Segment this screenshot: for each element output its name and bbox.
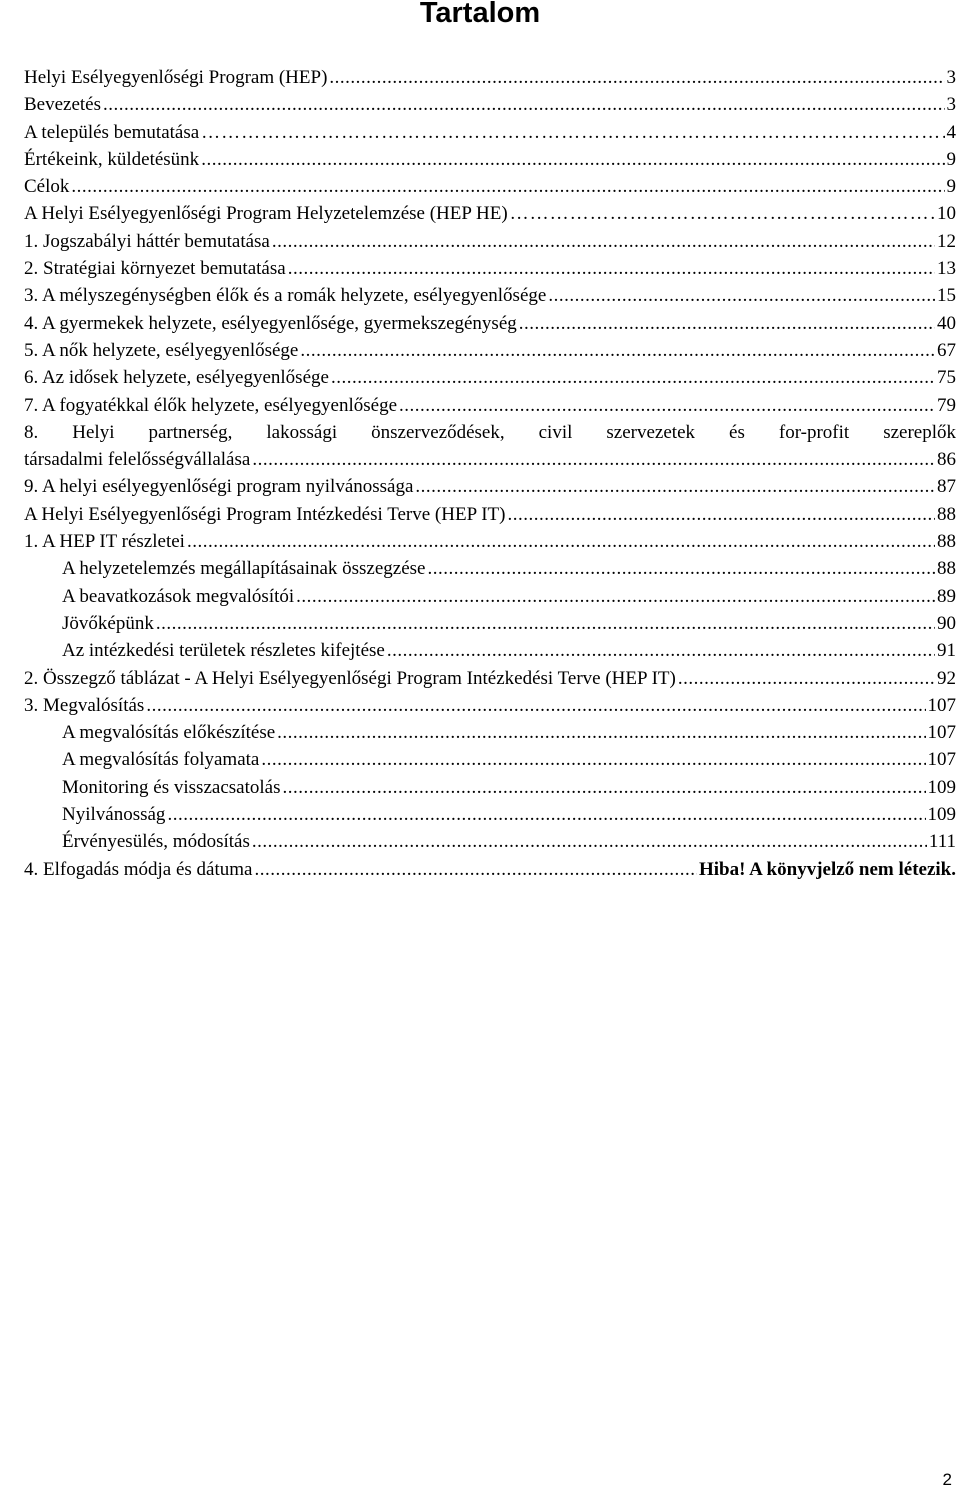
toc-leader-dots xyxy=(167,801,925,828)
toc-entry-label: Jövőképünk xyxy=(62,612,154,634)
toc-entry-label: Bevezetés xyxy=(24,94,102,116)
toc-entry-label: A település bemutatása xyxy=(24,121,200,143)
toc-leader-dots xyxy=(548,282,935,309)
toc-entry-label: 2. Stratégiai környezet bemutatása xyxy=(24,258,286,280)
toc-leader-dots xyxy=(146,692,925,719)
toc-entry[interactable] xyxy=(24,255,956,282)
toc-entry[interactable] xyxy=(24,719,956,746)
toc-entry-label: A helyzetelemzés megállapításainak összegzése xyxy=(62,558,426,580)
toc-entry-page: 111 xyxy=(928,831,956,853)
toc-entry-page: 107 xyxy=(927,694,956,716)
toc-leader-dots xyxy=(331,364,935,391)
toc-leader-dots xyxy=(329,64,944,91)
toc-leader-dots xyxy=(187,528,935,555)
toc-entry[interactable] xyxy=(24,610,956,637)
toc-entry[interactable] xyxy=(24,337,956,364)
toc-entry-label: 2. Összegző táblázat - A Helyi Esélyegyenlőségi Program Intézkedési Terve (HEP IT) xyxy=(24,667,676,689)
toc-leader-dots xyxy=(282,774,925,801)
toc-leader-dots xyxy=(387,637,935,664)
toc-entry[interactable] xyxy=(24,473,956,500)
toc-leader-dots xyxy=(507,501,935,528)
toc-entry-page: 9 xyxy=(946,176,956,198)
toc-entry[interactable] xyxy=(24,419,956,474)
toc-entry-page: 40 xyxy=(937,312,956,334)
toc-entry[interactable] xyxy=(24,228,956,255)
toc-entry[interactable] xyxy=(24,856,956,883)
toc-entry-label: Az intézkedési területek részletes kifejtése xyxy=(62,640,385,662)
toc-entry-label: 1. Jogszabályi háttér bemutatása xyxy=(24,230,270,252)
toc-entry-label-line1: 8. Helyi partnerség, lakossági önszerveződések, civil szervezetek és for-profit szereplők xyxy=(24,421,956,443)
toc-entry-page: 4 xyxy=(946,121,956,143)
toc-entry-page: 9 xyxy=(946,148,956,170)
toc-leader-dots xyxy=(71,173,944,200)
toc-entry-page: 10 xyxy=(937,203,956,225)
toc-entry-label: Monitoring és visszacsatolás xyxy=(62,776,281,798)
toc-entry-page: 107 xyxy=(927,749,956,771)
toc-entry-page: 86 xyxy=(937,449,956,471)
toc-entry-label: társadalmi felelősségvállalása xyxy=(24,449,251,471)
toc-entry-label: A beavatkozások megvalósítói xyxy=(62,585,295,607)
toc-entry-label: Értékeink, küldetésünk xyxy=(24,148,200,170)
toc-entry[interactable] xyxy=(24,692,956,719)
toc-entry[interactable] xyxy=(24,828,956,855)
toc-entry-label: 3. Megvalósítás xyxy=(24,694,145,716)
toc-entry[interactable] xyxy=(24,528,956,555)
table-of-contents xyxy=(24,64,956,883)
toc-leader-dots xyxy=(415,473,935,500)
toc-entry-page: 109 xyxy=(927,804,956,826)
toc-entry-label: Helyi Esélyegyenlőségi Program (HEP) xyxy=(24,67,328,88)
toc-entry[interactable] xyxy=(24,501,956,528)
toc-leader-dots xyxy=(510,200,935,227)
toc-leader-dots xyxy=(156,610,935,637)
toc-entry-page: 91 xyxy=(937,640,956,662)
toc-leader-dots xyxy=(252,828,927,855)
toc-entry[interactable] xyxy=(24,746,956,773)
toc-entry-label: Nyilvánosság xyxy=(62,804,166,826)
toc-entry[interactable] xyxy=(24,665,956,692)
toc-entry[interactable] xyxy=(24,64,956,91)
toc-entry[interactable] xyxy=(24,583,956,610)
toc-entry-label: 1. A HEP IT részletei xyxy=(24,531,185,553)
toc-entry-label: A Helyi Esélyegyenlőségi Program Intézkedési Terve (HEP IT) xyxy=(24,503,506,525)
toc-leader-dots xyxy=(296,583,935,610)
toc-leader-dots xyxy=(261,746,925,773)
toc-entry-page: 3 xyxy=(946,67,956,88)
toc-leader-dots xyxy=(288,255,935,282)
toc-entry[interactable] xyxy=(24,146,956,173)
toc-entry[interactable] xyxy=(24,774,956,801)
toc-entry-label: 4. A gyermekek helyzete, esélyegyenlősége, gyermekszegénység xyxy=(24,312,517,334)
toc-leader-dots xyxy=(201,146,944,173)
toc-entry-label: A megvalósítás folyamata xyxy=(62,749,260,771)
toc-entry-page: 3 xyxy=(946,94,956,116)
toc-entry[interactable] xyxy=(24,200,956,227)
toc-leader-dots xyxy=(272,228,935,255)
toc-entry-page: 12 xyxy=(937,230,956,252)
toc-entry[interactable] xyxy=(24,282,956,309)
toc-entry-label: 9. A helyi esélyegyenlőségi program nyilvánossága xyxy=(24,476,414,498)
toc-entry[interactable] xyxy=(24,637,956,664)
page-number: 2 xyxy=(942,1470,952,1489)
toc-leader-dots xyxy=(201,119,944,146)
toc-entry[interactable] xyxy=(24,310,956,337)
toc-leader-dots xyxy=(519,310,935,337)
toc-leader-dots xyxy=(103,91,944,118)
toc-entry-label: 3. A mélyszegénységben élők és a romák helyzete, esélyegyenlősége xyxy=(24,285,547,307)
toc-entry-page: 87 xyxy=(937,476,956,498)
toc-entry-label: Érvényesülés, módosítás xyxy=(62,831,250,853)
toc-entry-page: 79 xyxy=(937,394,956,416)
toc-entry-label: Célok xyxy=(24,176,70,198)
toc-entry-page: 107 xyxy=(927,722,956,744)
toc-entry-page: 67 xyxy=(937,339,956,361)
toc-entry-label: 4. Elfogadás módja és dátuma xyxy=(24,858,253,880)
toc-entry[interactable] xyxy=(24,173,956,200)
toc-leader-dots xyxy=(427,555,935,582)
toc-leader-dots xyxy=(252,446,935,473)
toc-entry-label: 6. Az idősek helyzete, esélyegyenlősége xyxy=(24,367,329,389)
toc-leader-dots xyxy=(277,719,925,746)
toc-leader-dots xyxy=(300,337,935,364)
toc-entry[interactable] xyxy=(24,555,956,582)
toc-entry-label: A Helyi Esélyegyenlőségi Program Helyzetelemzése (HEP HE) xyxy=(24,203,508,225)
toc-entry-page: 88 xyxy=(937,558,956,580)
toc-entry-page: 13 xyxy=(937,258,956,280)
toc-entry[interactable] xyxy=(24,119,956,146)
toc-entry-label: 5. A nők helyzete, esélyegyenlősége xyxy=(24,339,299,361)
toc-entry-label: 7. A fogyatékkal élők helyzete, esélyegyenlősége xyxy=(24,394,398,416)
toc-entry-page: 75 xyxy=(937,367,956,389)
toc-leader-dots xyxy=(399,392,935,419)
toc-entry[interactable] xyxy=(24,364,956,391)
toc-entry-page: Hiba! A könyvjelző nem létezik. xyxy=(698,858,956,880)
toc-entry-page: 109 xyxy=(927,776,956,798)
toc-entry-page: 15 xyxy=(937,285,956,307)
toc-entry-page: 88 xyxy=(937,503,956,525)
toc-leader-dots xyxy=(678,665,935,692)
toc-entry[interactable] xyxy=(24,801,956,828)
toc-entry-page: 90 xyxy=(937,612,956,634)
toc-entry-label: A megvalósítás előkészítése xyxy=(62,722,276,744)
toc-entry-page: 89 xyxy=(937,585,956,607)
toc-entry[interactable] xyxy=(24,392,956,419)
toc-leader-dots xyxy=(254,856,697,883)
toc-entry-page: 92 xyxy=(937,667,956,689)
page-title: Tartalom xyxy=(419,0,541,29)
toc-entry[interactable] xyxy=(24,91,956,118)
toc-entry-page: 88 xyxy=(937,531,956,553)
